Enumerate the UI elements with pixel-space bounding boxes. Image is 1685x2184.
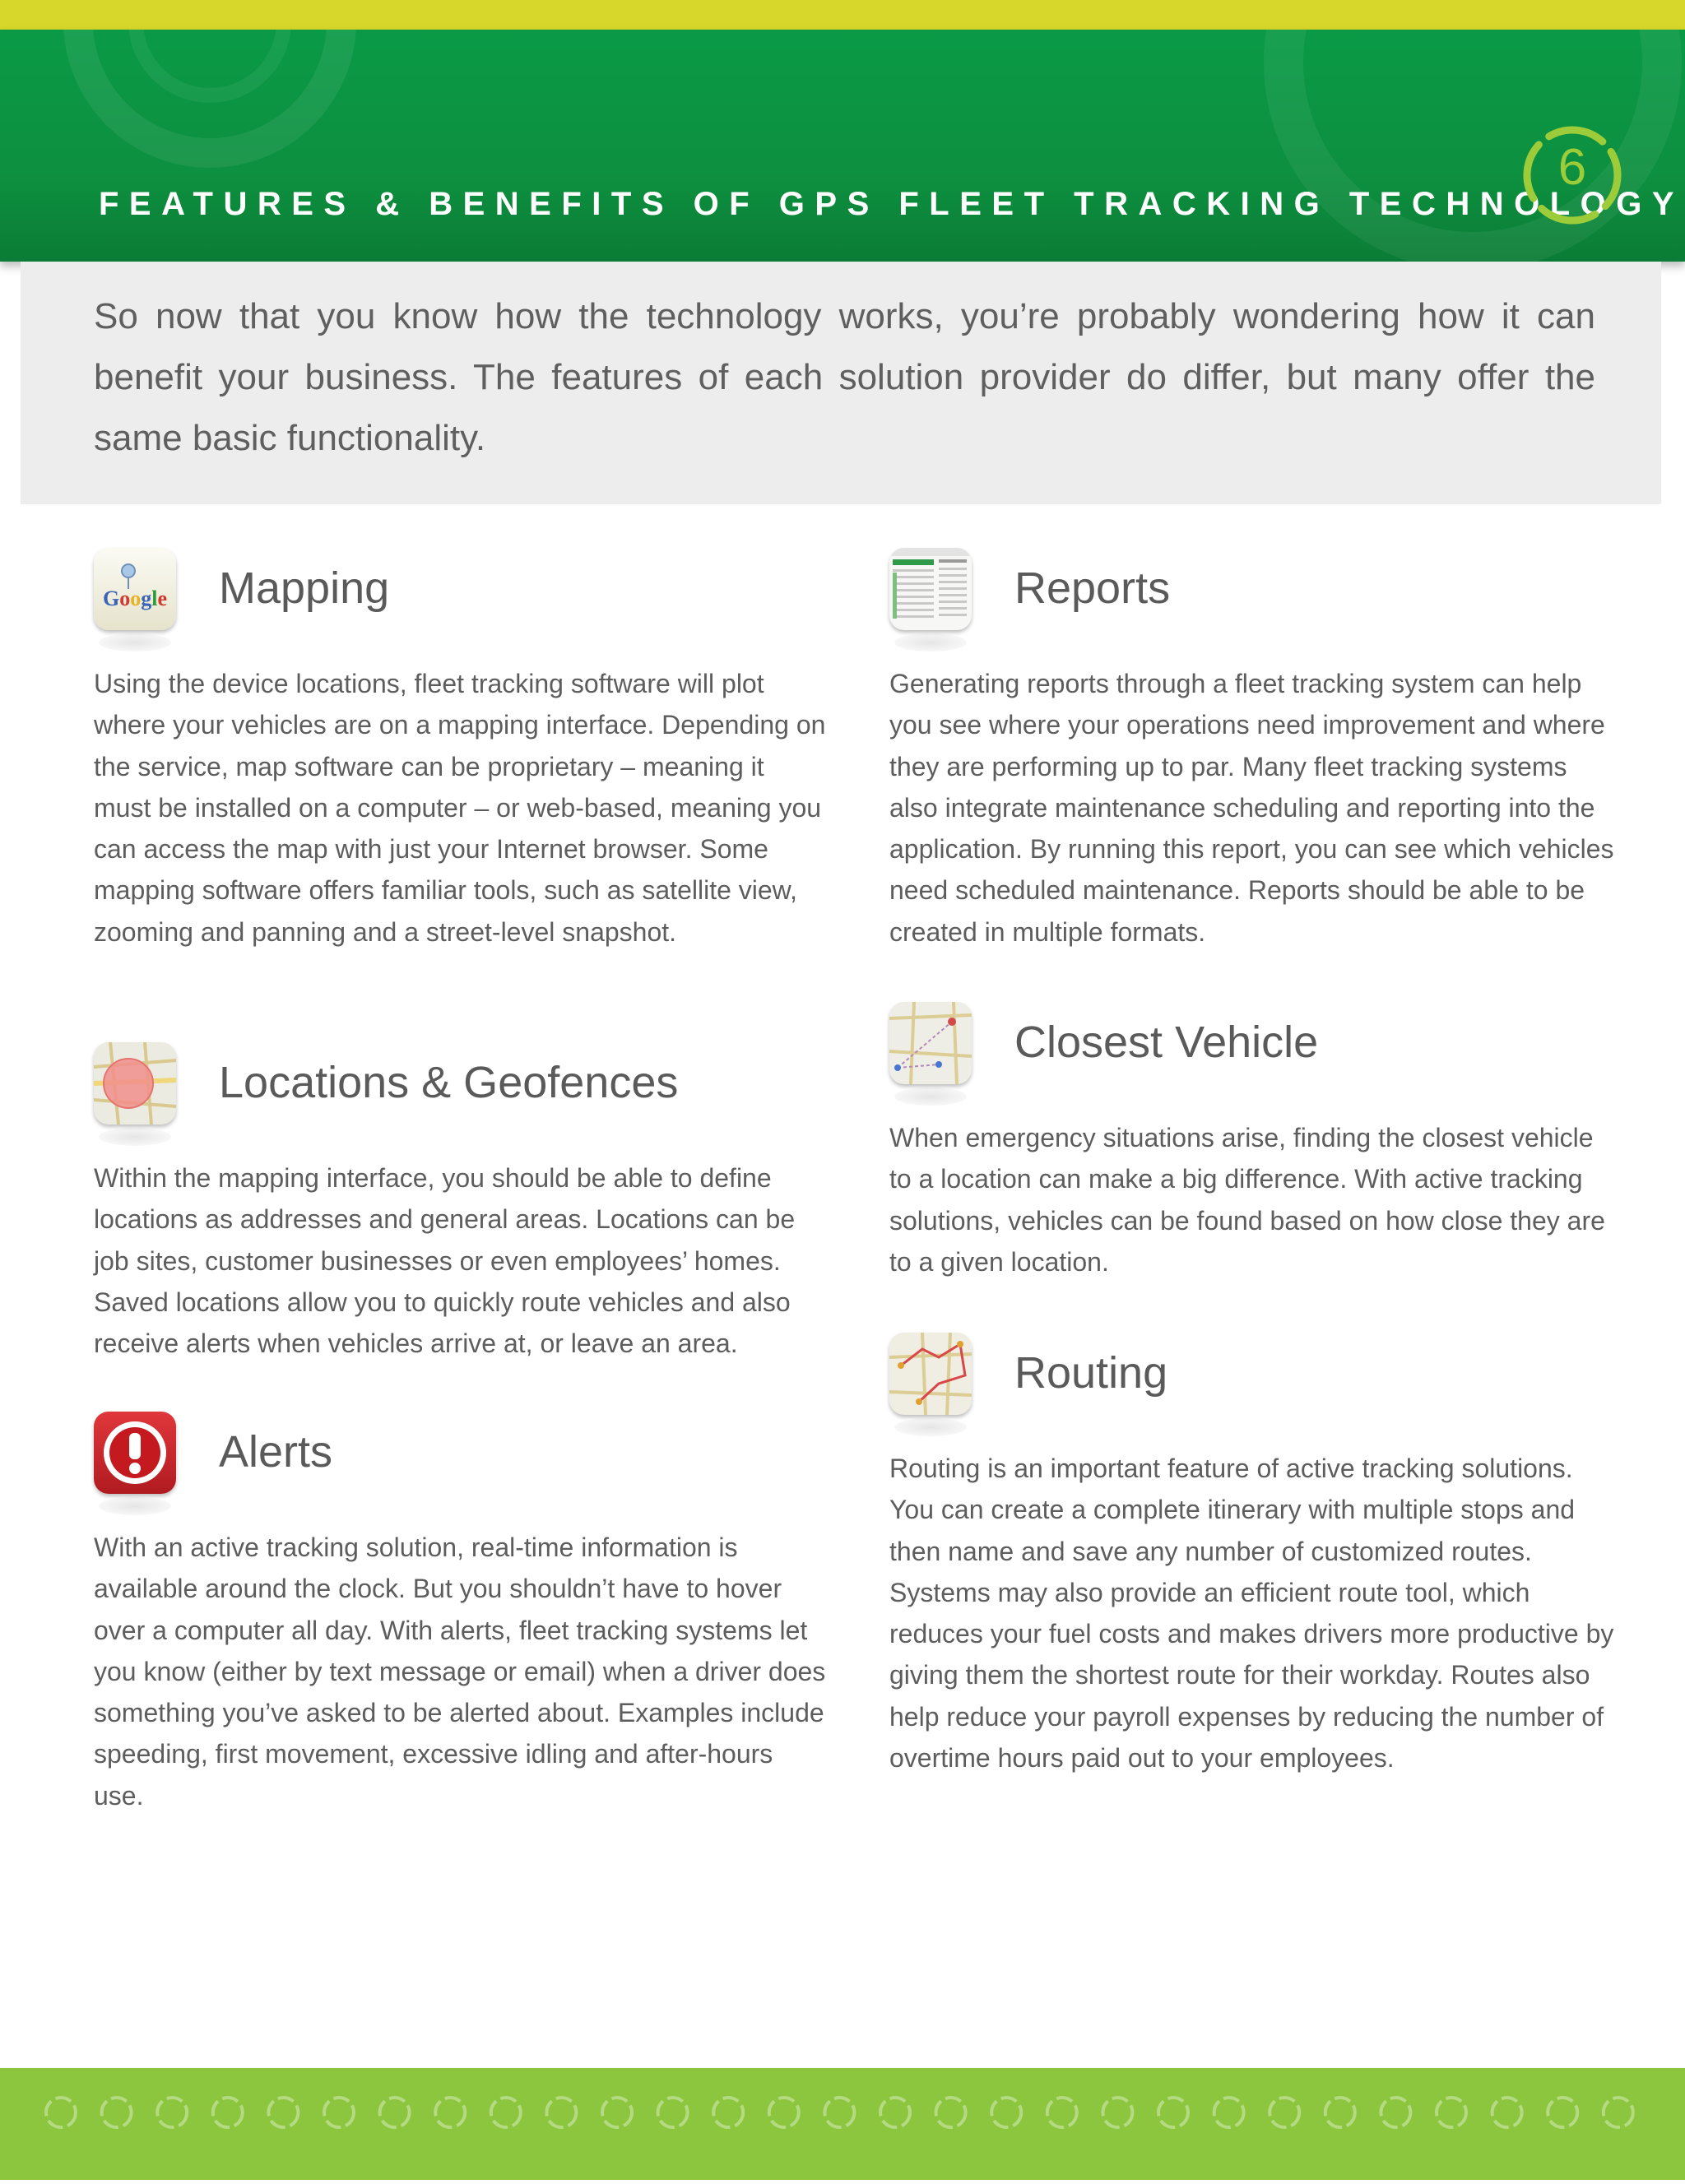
section-body: When emergency situations arise, finding the closest vehicle to a location can make a big difference. With active tracking solutions, vehicles can be found based on how close they are to a given location. [889,1123,1605,1277]
footer-ring-icon [1492,2098,1522,2127]
section-body: With an active tracking solution, real-time information is available around the clock. But you shouldn’t have to hover over a computer all day. With alerts, fleet tracking systems let you know (either by text message or email) when a driver does something you’ve asked to be alerted about. Examples include speeding, first movement, excessive idling and after-hours use. [94,1533,826,1811]
footer-ring-icon [991,2098,1021,2127]
page-title: FEATURES & BENEFITS OF GPS FLEET TRACKING TECHNOLOGY [99,186,1685,222]
page-footer [0,2068,1685,2180]
footer-ring-icon [1437,2098,1466,2127]
header-decoration [0,30,1685,262]
footer-ring-icon [713,2098,743,2127]
section-title: Locations & Geofences [219,1058,679,1107]
page-number: 6 [1557,139,1587,196]
section-body: Using the device locations, fleet tracking software will plot where your vehicles are on a mapping interface. Depending on the service, map software can be proprietary – meaning it must be installed on a computer – or web-based, meaning you can access the map with just your Internet browser. Some mapping software offers familiar tools, such as satellite view, zooming and panning and a street-level snapshot. [94,669,826,947]
footer-ring-icon [1325,2098,1355,2127]
section-title: Reports [1014,563,1171,613]
section-body: Generating reports through a fleet tracking system can help you see where your operations need improvement and where they are performing up to par. Many fleet tracking systems also integrate maintenance scheduling and reporting into the application. By running this report, you can see which vehicles need scheduled maintenance. Reports should be able to be created in multiple formats. [889,669,1614,947]
section-title: Closest Vehicle [1014,1018,1319,1067]
section-body: Routing is an important feature of active tracking solutions. You can create a complete itinerary with multiple stops and then name and save any number of customized routes. Systems may also provide an efficient route tool, which reduces your fuel costs and makes drivers more productive by giving them the shortest route for their workday. Routes also help reduce your payroll expenses by reducing the number of overtime hours paid out to your employees. [889,1454,1614,1774]
section-title: Routing [1014,1348,1168,1398]
footer-ring-icon [769,2098,799,2127]
footer-ring-icon [824,2098,854,2127]
footer-ring-icon [46,2098,76,2127]
footer-ring-icon [1158,2098,1188,2127]
footer-ring-icon [936,2098,966,2127]
section-title: Alerts [219,1427,333,1477]
footer-ring-icon [213,2098,243,2127]
footer-ring-icon [1270,2098,1299,2127]
top-accent-bar [0,0,1685,30]
intro-panel [21,262,1661,504]
footer-ring-icon [157,2098,187,2127]
footer-ring-icon [1214,2098,1244,2127]
page-number-badge [1520,123,1624,227]
footer-ring-icon [491,2098,521,2127]
geofence-map-icon [94,1042,176,1124]
section-title: Mapping [219,563,390,613]
section-body: Within the mapping interface, you should be able to define locations as addresses and general areas. Locations can be job sites, customer businesses or even employees’ homes. Saved locations allow you to quickly route vehicles and also receive alerts when vehicles arrive at, or leave an area. [94,1163,796,1359]
footer-ring-icon [1102,2098,1132,2127]
routing-map-icon [889,1333,972,1415]
footer-ring-icon [1548,2098,1577,2127]
intro-text: So now that you know how the technology works, you’re probably wondering how it can benefit your business. The features of each solution provider do differ, but many offer the same basic functionality. [94,296,1595,458]
footer-ring-icon [1604,2098,1633,2127]
footer-ring-icon [324,2098,354,2127]
footer-ring-icon [658,2098,688,2127]
report-spreadsheet-icon [889,548,972,630]
footer-ring-icon [546,2098,576,2127]
footer-ring-icon [435,2098,465,2127]
page-header [0,30,1685,262]
google-maps-icon [94,548,176,630]
footer-ring-pattern [0,2068,1685,2180]
footer-ring-icon [268,2098,298,2127]
svg-text:Google: Google [102,587,168,610]
alert-exclamation-icon [94,1412,176,1494]
closest-vehicle-map-icon [889,1002,972,1084]
footer-ring-icon [1381,2098,1410,2127]
footer-ring-icon [602,2098,632,2127]
footer-ring-icon [102,2098,132,2127]
footer-ring-icon [380,2098,410,2127]
footer-ring-icon [880,2098,910,2127]
footer-ring-icon [1047,2098,1077,2127]
